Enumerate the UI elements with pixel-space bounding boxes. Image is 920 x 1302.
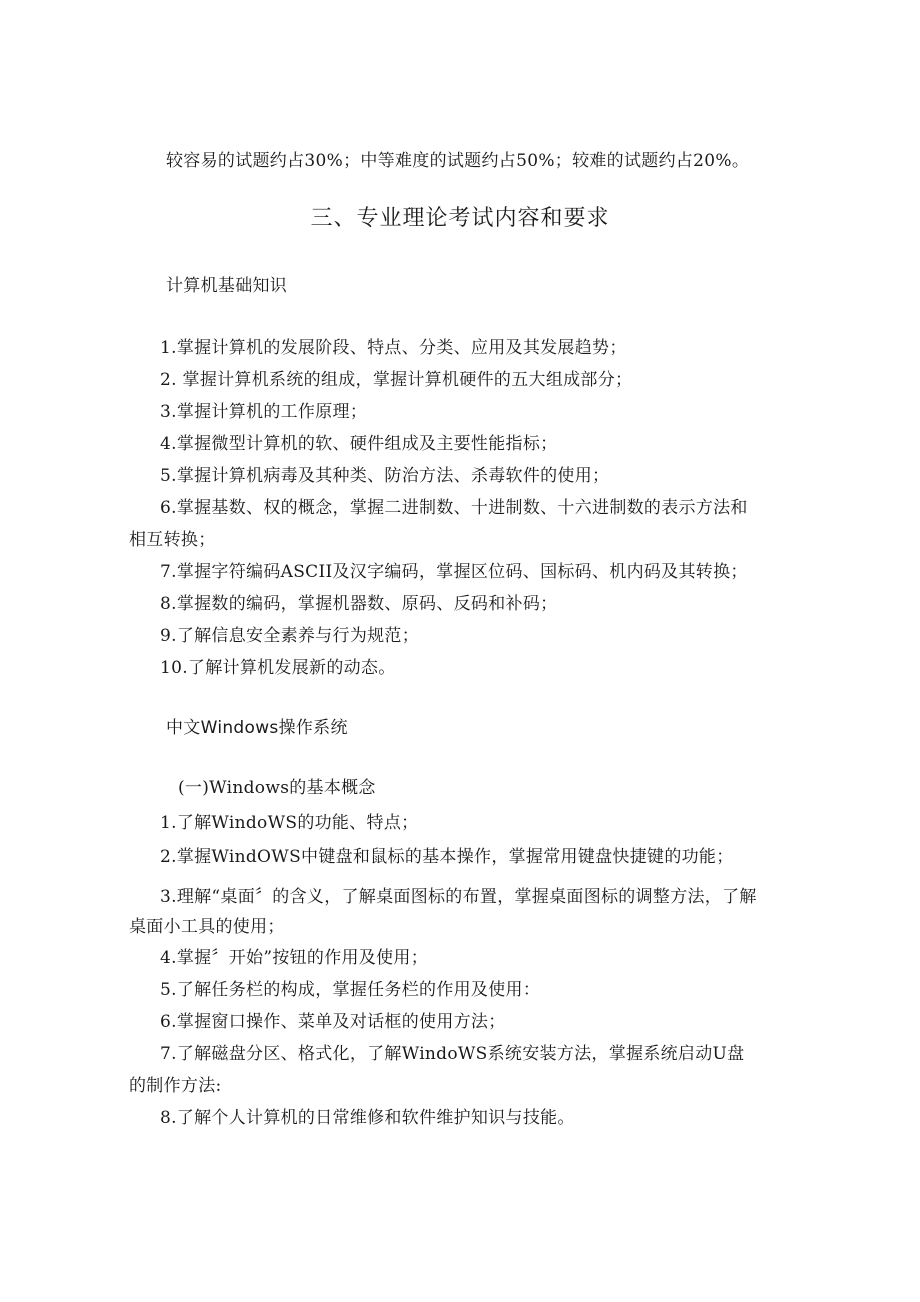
part1-item-2: 2. 掌握计算机系统的组成，掌握计算机硬件的五大组成部分； [160,370,633,390]
part2-item-3: 3.理解“桌面〞的含义，了解桌面图标的布置，掌握桌面图标的调整方法，了解 [160,887,757,907]
part2-item-6: 6.掌握窗口操作、菜单及对话框的使用方法； [160,1012,506,1032]
part1-item-6: 6.掌握基数、权的概念，掌握二进制数、十进制数、十六进制数的表示方法和 [160,498,748,518]
part1-item-6-cont: 相互转换； [129,530,216,550]
part1-item-1: 1.掌握计算机的发展阶段、特点、分类、应用及其发展趋势； [160,338,627,358]
part2-item-7: 7.了解磁盘分区、格式化，了解WindoWS系统安装方法，掌握系统启动U盘 [160,1044,745,1064]
part2-item-8: 8.了解个人计算机的日常维修和软件维护知识与技能。 [160,1108,575,1128]
part2-item-4: 4.掌握〞开始”按钮的作用及使用； [160,948,429,968]
part1-item-9: 9.了解信息安全素养与行为规范； [160,626,420,646]
section-title: 三、专业理论考试内容和要求 [310,206,610,231]
part2-item-5: 5.了解任务栏的构成，掌握任务栏的作用及使用： [160,980,541,1000]
part2-heading: 中文Windows操作系统 [166,718,348,738]
part1-item-5: 5.掌握计算机病毒及其种类、防治方法、杀毒软件的使用； [160,466,610,486]
intro-text: 较容易的试题约占30%；中等难度的试题约占50%；较难的试题约占20%。 [166,151,750,171]
part2-item-3-cont: 桌面小工具的使用； [129,917,285,937]
part1-item-10: 10.了解计算机发展新的动态。 [160,658,396,678]
part1-item-8: 8.掌握数的编码，掌握机器数、原码、反码和补码； [160,594,558,614]
part2-item-1: 1.了解WindoWS的功能、特点； [160,813,419,833]
part1-item-4: 4.掌握微型计算机的软、硬件组成及主要性能指标； [160,434,558,454]
part2-item-2: 2.掌握WindOWS中键盘和鼠标的基本操作，掌握常用键盘快捷键的功能； [160,847,734,867]
part2-subheading: (一)Windows的基本概念 [178,778,376,798]
part2-item-7-cont: 的制作方法: [129,1076,222,1096]
part1-heading: 计算机基础知识 [166,276,288,296]
part1-item-3: 3.掌握计算机的工作原理； [160,402,368,422]
part1-item-7: 7.掌握字符编码ASCII及汉字编码，掌握区位码、国标码、机内码及其转换； [160,562,748,582]
